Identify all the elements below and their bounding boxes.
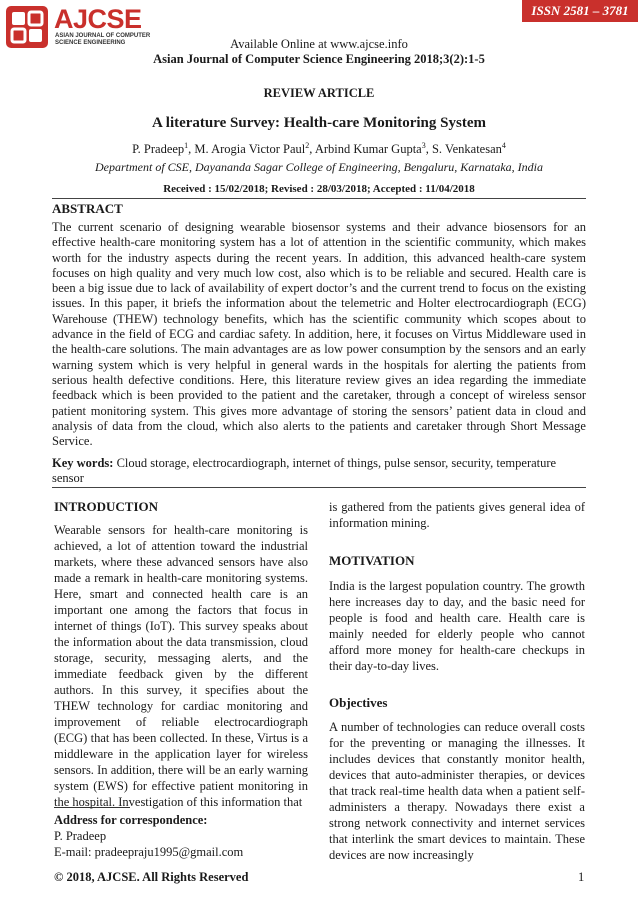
motivation-text: India is the largest population country. The growth here increases day to day, and the basic need for people is food and health care. Health care is mainly needed for elderly people who cannot afford more money for health-care checkups in their day-to-day lives. (329, 579, 585, 673)
author-name: P. Pradeep (132, 142, 185, 157)
introduction-text: Wearable sensors for health-care monitoring is achieved, a lot of attention toward the industrial markets, where these advanced sensors have also made a remark in health-care monitoring systems. Here, smart and connected health care is an important one among the factors that focus in internet of things (IoT). This survey speaks about the information about the data transmission, cloud storage, security, messaging alerts, and the immediate feedback given by the different authors. In this survey, it specifies about the THEW technology for cardiac monitoring and improvement of reliable electrocardiograph (ECG) that has been collected. In these, Virtus is a middleware in the application layer for wireless sensors. In addition, there will be an early warning system (EWS) for effective patient monitoring in the hospital. Investigation of this information that (54, 523, 308, 809)
divider (52, 198, 586, 199)
article-type: REVIEW ARTICLE (263, 86, 375, 100)
journal-citation: Asian Journal of Computer Science Engineering 2018;3(2):1-5 (153, 52, 485, 66)
correspondence-email: E-mail: pradeepraju1995@gmail.com (54, 845, 244, 859)
footnote-divider (54, 807, 130, 808)
introduction-heading: INTRODUCTION (54, 499, 159, 514)
objectives-text: A number of technologies can reduce overall costs for the preventing or managing the illnesses. It includes devices that constantly monitor health, devices that auto-administer therapies, or devices that track real-time health data when a patient self-administers a therapy. Nowadays there exist a strong network connectivity and internet services that interlink the smart devices to maintain. These devices are now increasingly (329, 720, 585, 862)
author-affiliation-mark: 4 (501, 141, 506, 150)
introduction-continued: is gathered from the patients gives general idea of information mining. (329, 500, 585, 530)
motivation-heading: MOTIVATION (329, 553, 415, 568)
author-name: Arbind Kumar Gupta (314, 142, 422, 157)
keywords (52, 456, 586, 486)
abstract-text: The current scenario of designing wearable biosensor systems and their advance biosensors for an effective health-care monitoring system has a lot of attention in the scientific community, which makes worth for the industry aspects during the recent years. In addition, this advanced health-care system focuses on high quality and very much low cost, also which is to be reliable and secured. Health care is been a big issue due to lack of availability of expert doctor’s and the current trend to focus on the existing issues. In this paper, it briefs the information about the telemetric and Holter electrocardiograph (ECG) Warehouse (THEW) technology benefits, which has the scientific community which scopes about to advance in the field of ECG and cardiac safety. In addition, here, it focuses on Virtus Middleware used in the health-care solutions. The main advantages are as low power consumption by the sensors and an early warning system which is very helpful in general wards in the hospitals for alerting the patients from serious health defective conditions. Here, this literature review gives an idea regarding the immediate feedback which is been provided to the patient and the caretaker, through a concept of wireless sensor patient monitoring system. This gives more advantage of storing the sensors’ patient data in cloud and analysis of data from the cloud, which also alerts to the patients and caretaker through Short Message Service. (52, 220, 586, 449)
availability-line: Available Online at www.ajcse.info (230, 37, 408, 51)
divider (52, 487, 586, 488)
logo-subtext: ASIAN JOURNAL OF COMPUTER SCIENCE ENGINEERING (55, 33, 151, 46)
author-affiliation-mark: 1 (184, 141, 189, 150)
keywords-label: Key words: (52, 456, 114, 470)
issn-badge: ISSN 2581 – 3781 (522, 0, 638, 22)
paper-title: A literature Survey: Health-care Monitoring System (152, 115, 486, 131)
author-affiliation-mark: 3 (421, 141, 426, 150)
correspondence-name: P. Pradeep (54, 829, 107, 843)
page-number: 1 (578, 870, 585, 884)
affiliation: Department of CSE, Dayananda Sagar College of Engineering, Bengaluru, Karnataka, India (95, 160, 543, 174)
author-affiliation-mark: 2 (305, 141, 310, 150)
author-list: P. Pradeep$^1$, M. Arogia Victor Paul$^2$, Arbind Kumar Gupta$^3$, S. Venkatesan$^4$ (132, 141, 506, 157)
objectives-heading: Objectives (329, 695, 388, 710)
keywords-text: Cloud storage, electrocardiograph, internet of things, pulse sensor, security, temperature sensor (52, 456, 557, 485)
submission-dates: Received : 15/02/2018; Revised : 28/03/2018; Accepted : 11/04/2018 (163, 183, 475, 195)
author-name: M. Arogia Victor Paul (194, 142, 306, 157)
logo-text: AJCSE (54, 4, 142, 34)
copyright: © 2018, AJCSE. All Rights Reserved (54, 870, 249, 884)
author-name: S. Venkatesan (431, 142, 502, 157)
correspondence-heading: Address for correspondence: (54, 813, 208, 827)
abstract-heading: ABSTRACT (52, 201, 123, 216)
